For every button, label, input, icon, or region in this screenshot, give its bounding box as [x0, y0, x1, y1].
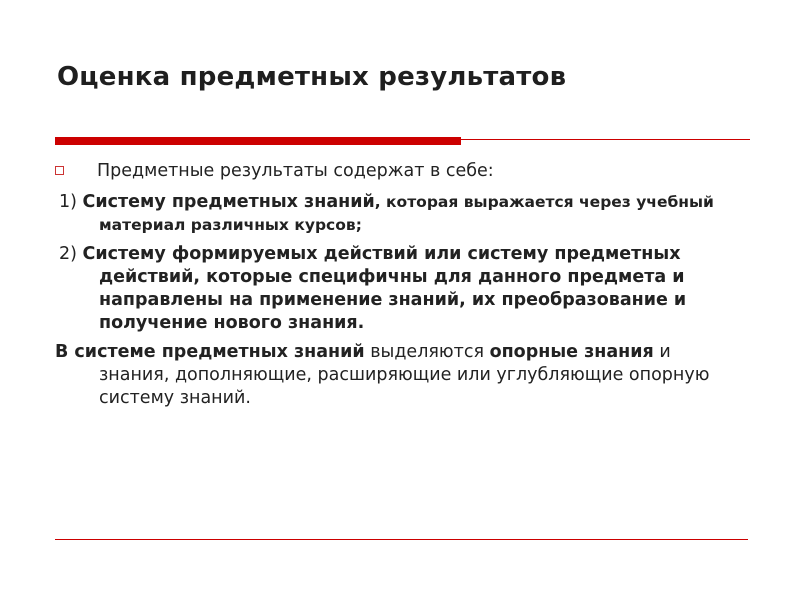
- title-underline-thick: [55, 137, 461, 145]
- summary-text-2: и знания, дополняющие, расширяющие или углубляющие опорную систему знаний.: [99, 342, 710, 408]
- slide-body: [55, 160, 735, 416]
- summary-bold-1: В системе предметных знаний: [55, 342, 365, 362]
- item-1-number: 1): [59, 192, 83, 212]
- item-1-bold: Системy предметных знаний: [82, 192, 375, 212]
- footer-rule: [55, 539, 748, 540]
- item-1-rest: , которая выражается через учебный материал различных курсов;: [99, 193, 714, 234]
- item-2: [55, 243, 735, 335]
- item-2-number: 2): [59, 244, 83, 264]
- square-outline-icon: [55, 166, 64, 175]
- bullet-paragraph: [55, 160, 735, 183]
- title-underline-thin: [461, 139, 750, 140]
- item-2-bold: Систему формируемых действий или систему предметных действий, которые специфичны для данного предмета и направлены на применение знаний, их преобразование и получение нового знания.: [82, 244, 687, 333]
- slide-title: Оценка предметных результатов: [57, 62, 567, 92]
- item-1: [55, 191, 735, 237]
- summary-text-1: выделяются: [364, 342, 490, 362]
- summary-paragraph: [55, 341, 735, 410]
- summary-bold-2: опорные знания: [489, 342, 654, 362]
- bullet-text: Предметные результаты содержат в себе:: [97, 161, 494, 181]
